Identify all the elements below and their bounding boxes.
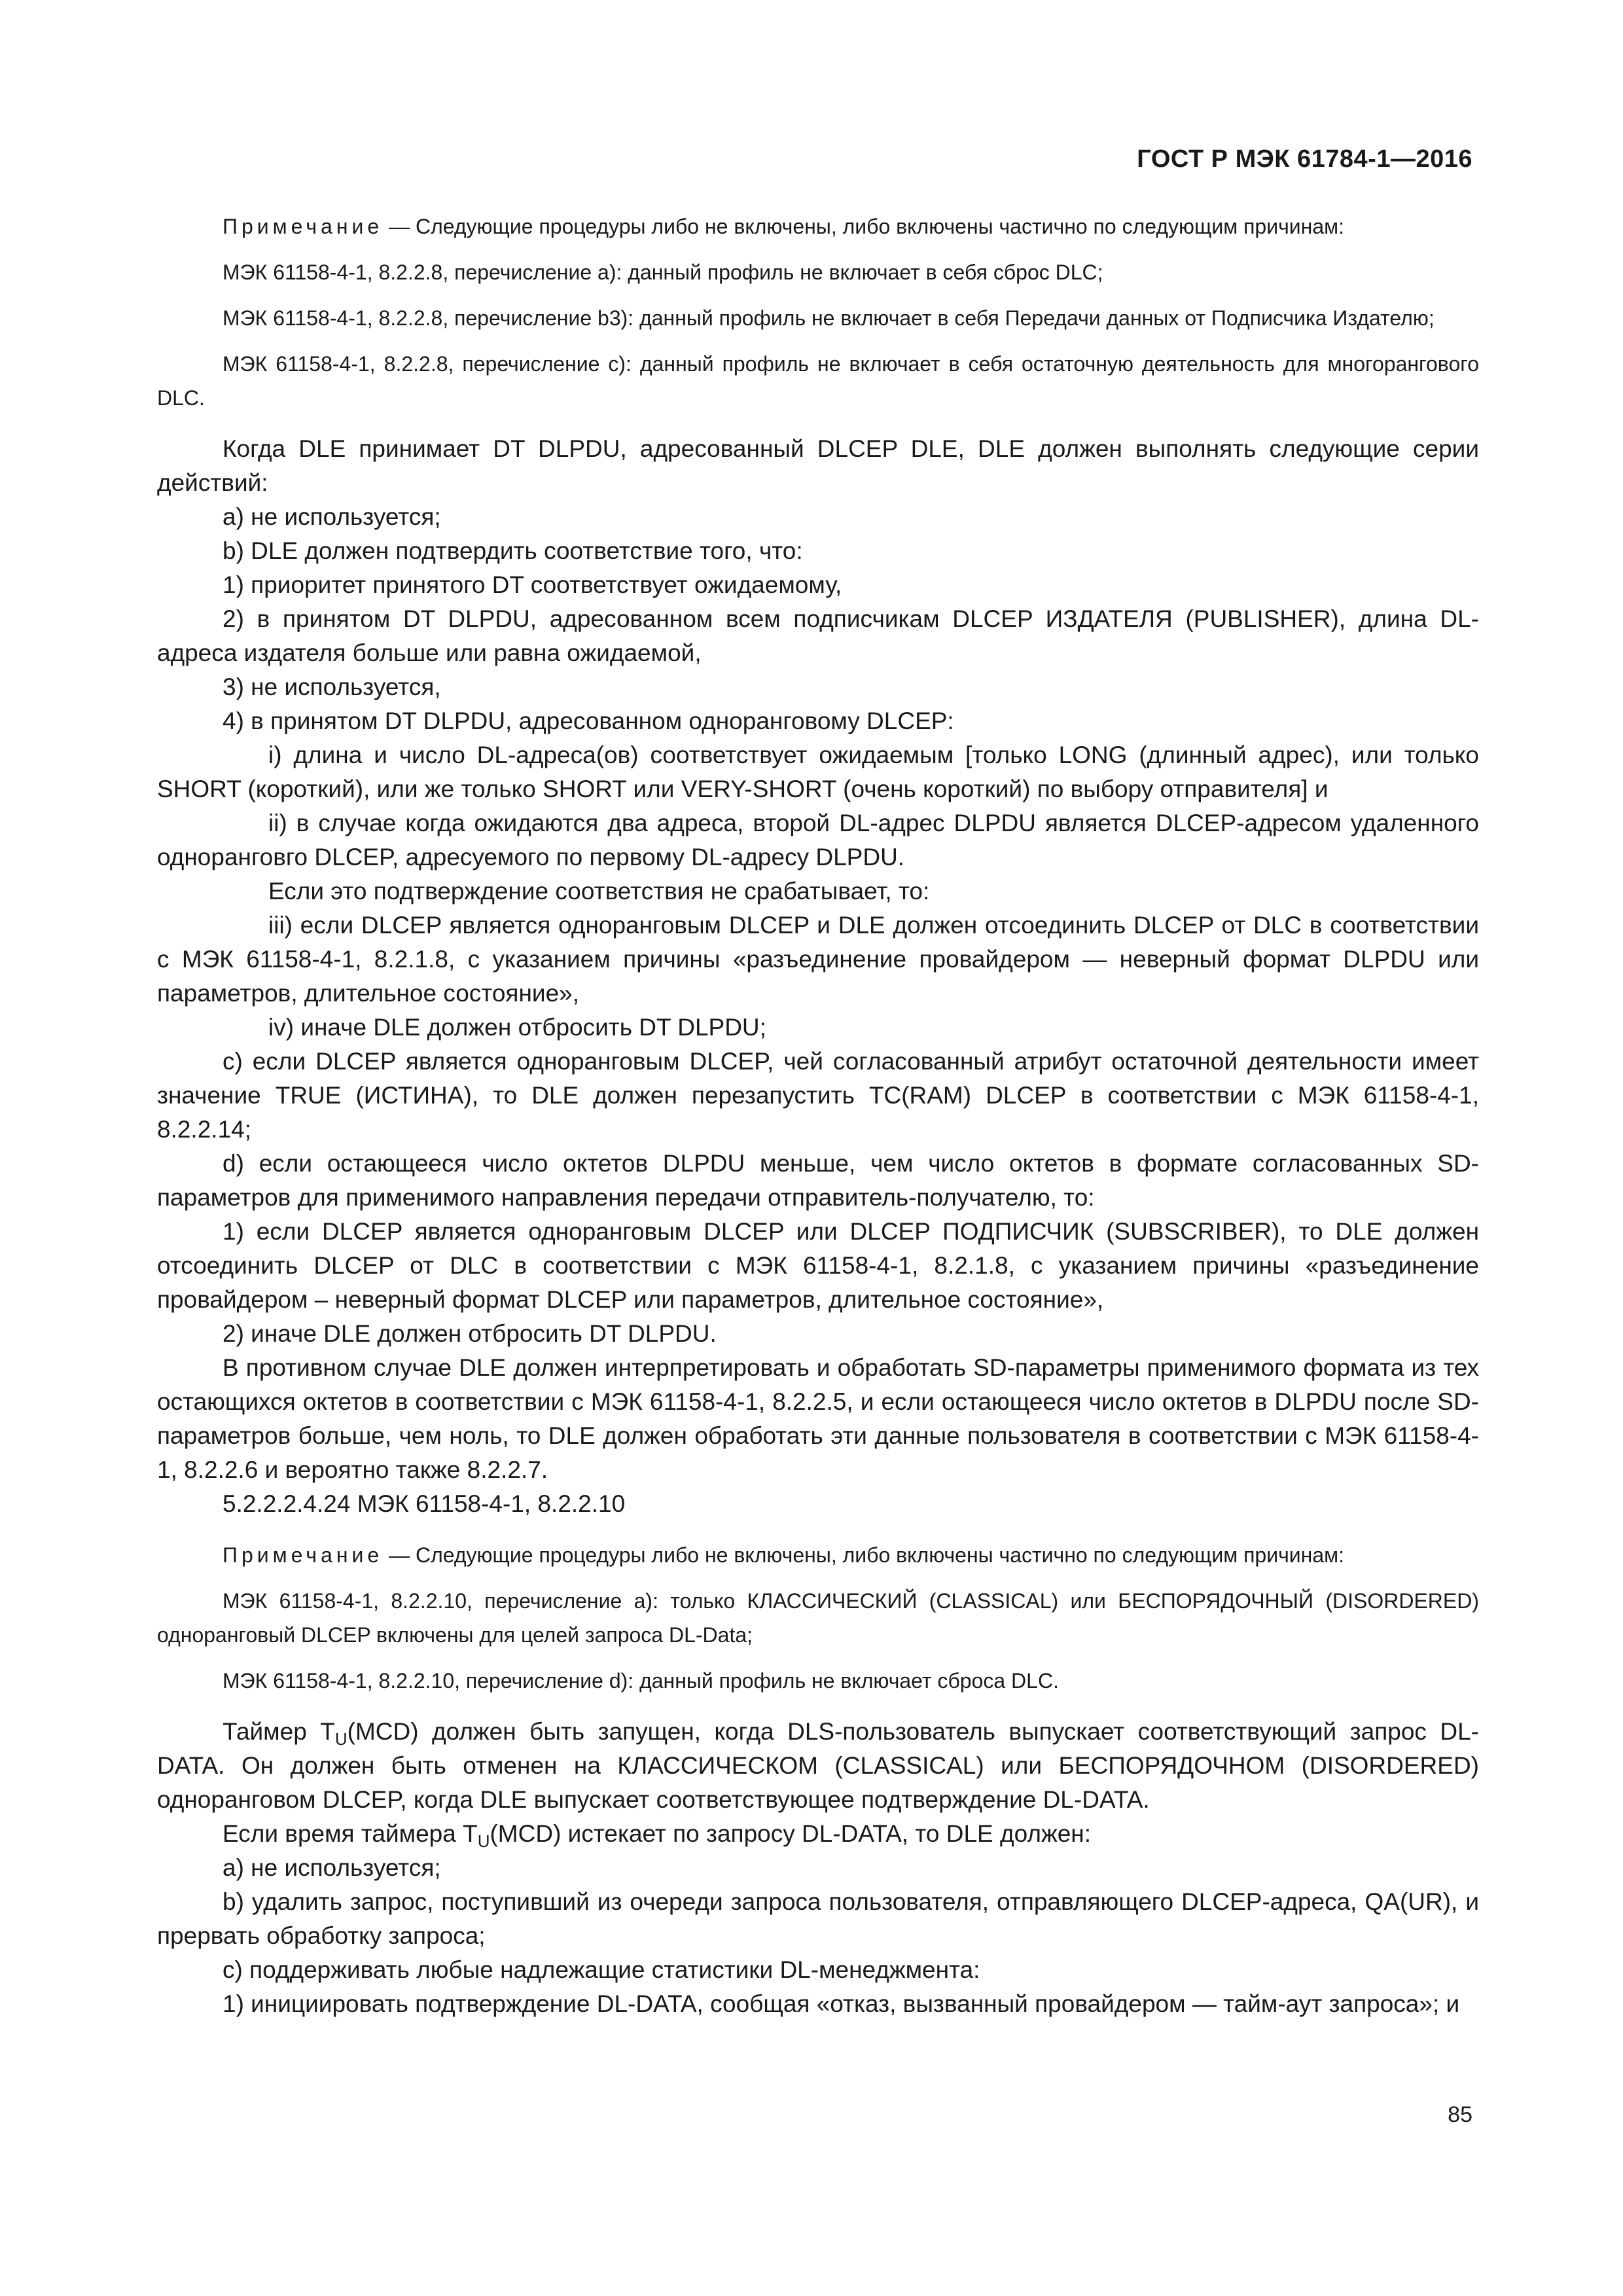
text-run: (MCD) истекает по запросу DL-DATA, то DLE должен:: [490, 1820, 1091, 1847]
list-item: iii) если DLCEP является одноранговым DLCEP и DLE должен отсоединить DLCEP от DLC в соответствии с МЭК 61158-4-1, 8.2.1.8, с указанием причины «разъединение провайдером — неверный формат DLPDU или параметров, длительное состояние»,: [157, 912, 1479, 1007]
note-item: МЭК 61158-4-1, 8.2.2.10, перечисление а): только КЛАССИЧЕСКИЙ (CLASSICAL) или БЕСПОРЯДОЧНЫЙ (DISORDERED) одноранговый DLCEP включены для целей запроса DL-Data;: [157, 1589, 1479, 1647]
list-item: b) удалить запрос, поступивший из очереди запроса пользователя, отправляющего DLCEP-адреса, QA(UR), и прервать обработку запроса;: [157, 1888, 1479, 1949]
note-label: Примечание: [223, 1543, 383, 1567]
list-item: 1) если DLCEP является одноранговым DLCEP или DLCEP ПОДПИСЧИК (SUBSCRIBER), то DLE должен отсоединить DLCEP от DLC в соответствии с МЭК 61158-4-1, 8.2.1.8, с указанием причины «разъединение провайдером – неверный формат DLCEP или параметров, длительное состояние»,: [157, 1218, 1479, 1313]
subscript: U: [477, 1831, 490, 1851]
text-run: Таймер T: [223, 1718, 335, 1745]
body-section-1: [157, 432, 1479, 1521]
text-run: Если время таймера T: [223, 1820, 478, 1847]
page-number: 85: [1448, 2102, 1472, 2127]
note-lead-text: — Следующие процедуры либо не включены, либо включены частично по следующим причинам:: [383, 1543, 1344, 1567]
note-lead: [157, 209, 1479, 243]
list-item: 1) приоритет принятого DT соответствует ожидаемому,: [223, 571, 842, 598]
paragraph: [157, 1715, 1479, 1817]
list-item: 3) не используется,: [223, 673, 441, 700]
note-block-2: [157, 1538, 1479, 1698]
list-item: а) не используется;: [223, 1854, 441, 1881]
note-lead-text: — Следующие процедуры либо не включены, либо включены частично по следующим причинам:: [383, 215, 1344, 238]
list-item: 4) в принятом DT DLPDU, адресованном одноранговому DLCEP:: [223, 708, 954, 734]
list-item: 1) инициировать подтверждение DL-DATA, сообщая «отказ, вызванный провайдером — тайм-аут запроса»; и: [223, 1990, 1460, 2017]
note-lead: [157, 1538, 1479, 1572]
list-item: 2) в принятом DT DLPDU, адресованном всем подписчикам DLCEP ИЗДАТЕЛЯ (PUBLISHER), длина DL-адреса издателя больше или равна ожидаемой,: [157, 605, 1479, 666]
list-item: с) если DLCEP является одноранговым DLCEP, чей согласованный атрибут остаточной деятельности имеет значение TRUE (ИСТИНА), то DLE должен перезапустить TC(RAM) DLCEP в соответствии с МЭК 61158-4-1, 8.2.2.14;: [157, 1048, 1479, 1143]
text-run: (MCD) должен быть запущен, когда DLS-пользователь выпускает соответствующий запрос DL-DATA. Он должен быть отменен на КЛАССИЧЕСКОМ (CLASSICAL) или БЕСПОРЯДОЧНОМ (DISORDERED) одноранговом DLCEP, когда DLE выпускает соответствующее подтверждение DL-DATA.: [157, 1718, 1479, 1813]
paragraph: [157, 1817, 1479, 1851]
list-item: с) поддерживать любые надлежащие статистики DL-менеджмента:: [223, 1956, 980, 1983]
list-item: b) DLE должен подтвердить соответствие того, что:: [223, 537, 803, 564]
note-item: МЭК 61158-4-1, 8.2.2.10, перечисление d): данный профиль не включает сброса DLC.: [223, 1669, 1059, 1693]
body-section-3: [157, 1715, 1479, 2021]
document-header: ГОСТ Р МЭК 61784-1—2016: [1137, 145, 1472, 173]
list-item: ii) в случае когда ожидаются два адреса, второй DL-адрес DLPDU является DLCEP-адресом удаленного одноранговго DLCEP, адресуемого по первому DL-адресу DLPDU.: [157, 810, 1479, 870]
paragraph: В противном случае DLE должен интерпретировать и обработать SD-параметры применимого формата из тех остающихся октетов в соответствии с МЭК 61158-4-1, 8.2.2.5, и если остающееся число октетов в DLPDU после SD-параметров больше, чем ноль, то DLE должен обработать эти данные пользователя в соответствии с МЭК 61158-4-1, 8.2.2.6 и вероятно также 8.2.2.7.: [157, 1354, 1479, 1483]
list-item: а) не используется;: [223, 503, 441, 530]
paragraph: Когда DLE принимает DT DLPDU, адресованный DLCEP DLE, DLE должен выполнять следующие серии действий:: [157, 435, 1479, 496]
paragraph: Если это подтверждение соответствия не срабатывает, то:: [268, 878, 930, 905]
note-block-1: [157, 209, 1479, 415]
note-item: МЭК 61158-4-1, 8.2.2.8, перечисление с): данный профиль не включает в себя остаточную деятельность для многорангового DLC.: [157, 352, 1479, 410]
section-heading: 5.2.2.2.4.24 МЭК 61158-4-1, 8.2.2.10: [223, 1490, 626, 1517]
note-item: МЭК 61158-4-1, 8.2.2.8, перечисление а): данный профиль не включает в себя сброс DLC;: [223, 260, 1103, 284]
note-item: МЭК 61158-4-1, 8.2.2.8, перечисление b3): данный профиль не включает в себя Передачи данных от Подписчика Издателю;: [223, 306, 1435, 330]
note-label: Примечание: [223, 215, 383, 238]
list-item: i) длина и число DL-адреса(ов) соответствует ожидаемым [только LONG (длинный адрес), или только SHORT (короткий), или же только SHORT или VERY-SHORT (очень короткий) по выбору отправителя] и: [157, 742, 1479, 802]
list-item: iv) иначе DLE должен отбросить DT DLPDU;: [268, 1014, 766, 1041]
subscript: U: [334, 1729, 348, 1749]
list-item: d) если остающееся число октетов DLPDU меньше, чем число октетов в формате согласованных SD-параметров для применимого направления передачи отправитель-получателю, то:: [157, 1150, 1479, 1211]
page-content: [157, 209, 1479, 2021]
list-item: 2) иначе DLE должен отбросить DT DLPDU.: [223, 1320, 717, 1347]
